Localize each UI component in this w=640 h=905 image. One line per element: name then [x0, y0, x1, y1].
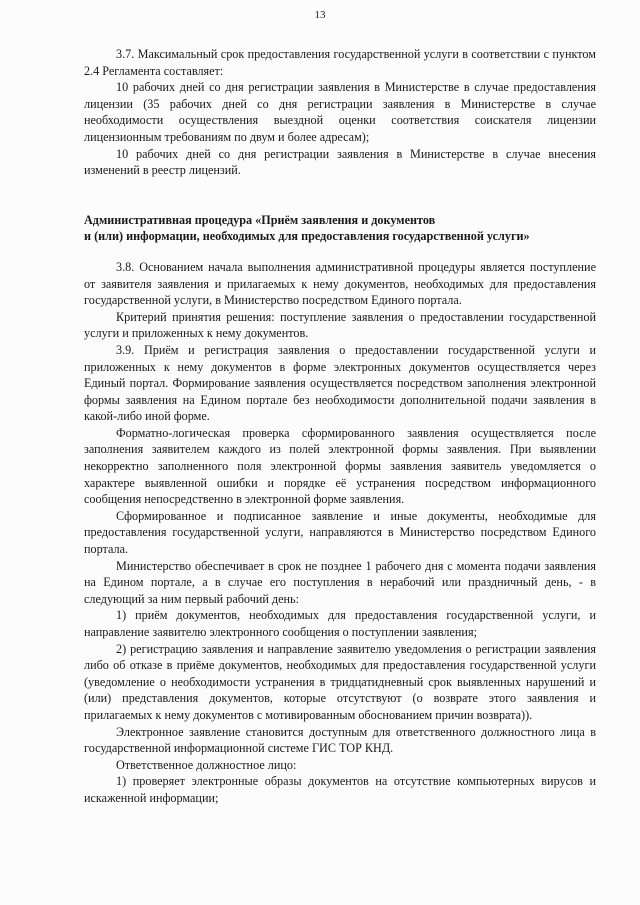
- paragraph-term-registry: 10 рабочих дней со дня регистрации заявления в Министерстве в случае внесения изменений в реестр лицензий.: [84, 146, 596, 178]
- document-body: [84, 46, 596, 807]
- paragraph-3-7: 3.7. Максимальный срок предоставления государственной услуги в соответствии с пунктом 2.4 Регламента составляет:: [84, 47, 596, 78]
- paragraph-format-check: Форматно-логическая проверка сформированного заявления осуществляется после заполнения заявителем каждого из полей электронной формы заявления. При выявлении некорректно заполненного поля электронной формы заявления заявитель уведомляется о характере выявленной ошибки и порядке её устранения посредством информационного сообщения непосредственно в электронной форме заявления.: [84, 425, 596, 507]
- section-heading-line2: и (или) информации, необходимых для предоставления государственной услуги»: [84, 229, 530, 244]
- paragraph-ministry-ensures: Министерство обеспечивает в срок не позднее 1 рабочего дня с момента подачи заявления на Едином портале, а в случае его поступления в нерабочий или праздничный день, - в следующий за ним первый рабочий день:: [84, 558, 596, 606]
- paragraph-term-license: 10 рабочих дней со дня регистрации заявления в Министерстве в случае предоставления лицензии (35 рабочих дней со дня регистрации заявления в Министерстве в случае необходимости осуществления выездной оценки соответствия соискателя лицензии лицензионным требованиям по двум и более адресам);: [84, 80, 596, 144]
- section-heading-line1: Административная процедура «Приём заявления и документов: [84, 212, 436, 227]
- list-item-official-1: 1) проверяет электронные образы документов на отсутствие компьютерных вирусов и искаженной информации;: [84, 774, 596, 805]
- paragraph-3-8: 3.8. Основанием начала выполнения административной процедуры является поступление от заявителя заявления и прилагаемых к нему документов, необходимых для предоставления государственной услуги, в Министерство посредством Единого портала.: [84, 259, 596, 308]
- paragraph-3-9: 3.9. Приём и регистрация заявления о предоставлении государственной услуги и приложенных к нему документов в форме электронных документов осуществляется через Единый портал. Формирование заявления осуществляется посредством заполнения электронной формы заявления на Едином портале без необходимости дополнительной подачи заявления в какой-либо иной форме.: [84, 342, 596, 424]
- list-item-1: 1) приём документов, необходимых для предоставления государственной услуги, и направление заявителю электронного сообщения о поступлении заявления;: [84, 608, 596, 639]
- paragraph-decision-criterion: Критерий принятия решения: поступление заявления о предоставлении государственной услуги и приложенных к нему документов.: [84, 309, 596, 341]
- paragraph-responsible-official: Ответственное должностное лицо:: [116, 757, 297, 772]
- list-item-2: 2) регистрацию заявления и направление заявителю уведомления о регистрации заявления либо об отказе в приёме документов, необходимых для предоставления государственной услуги (уведомление о необходимости устранения в тридцатидневный срок выявленных нарушений и (или) представления документов, которые отсутствуют (о возврате этого заявления и прилагаемых к нему документов с мотивированным обоснованием причин возврата)).: [84, 641, 596, 722]
- page-number: 13: [314, 9, 326, 21]
- paragraph-submission: Сформированное и подписанное заявление и иные документы, необходимые для предоставления государственной услуги, направляются в Министерство посредством Единого портала.: [84, 508, 596, 557]
- section-heading: [84, 212, 596, 245]
- paragraph-electronic-application: Электронное заявление становится доступным для ответственного должностного лица в государственной информационной системе ГИС ТОР КНД.: [84, 724, 596, 756]
